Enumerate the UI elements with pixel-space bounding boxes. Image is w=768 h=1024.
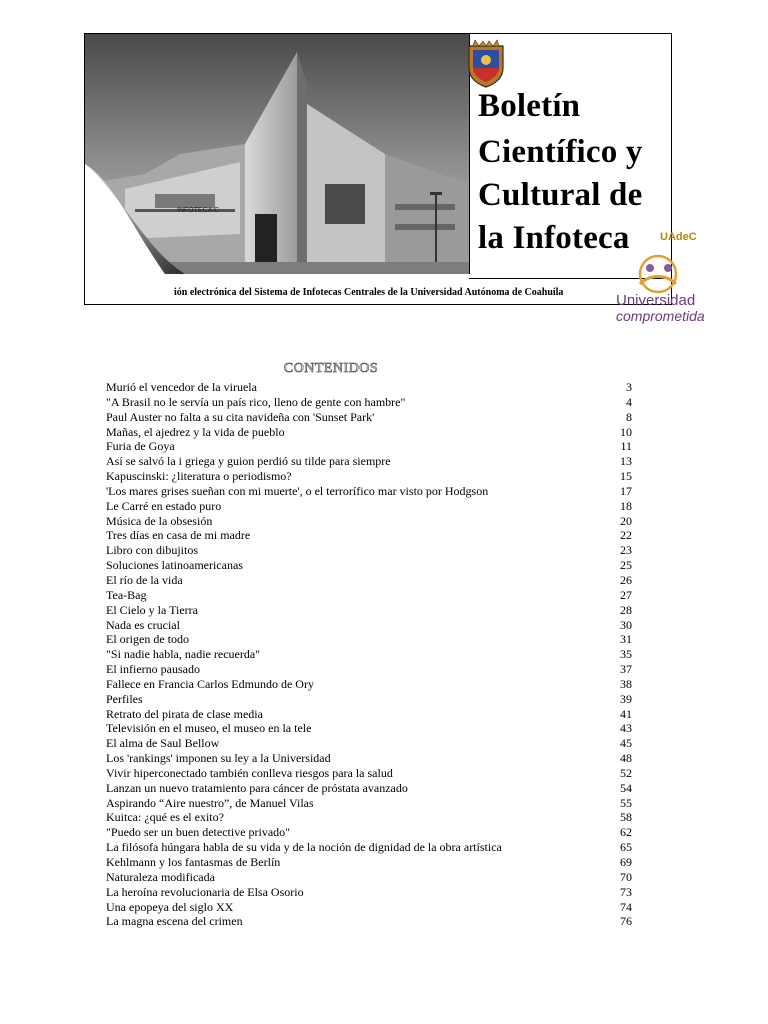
toc-entry-title: 'Los mares grises sueñan con mi muerte', o el terrorífico mar visto por Hodgson <box>106 483 489 498</box>
toc-entry-page: 30 <box>620 617 632 632</box>
building-sign: INFOTECA C <box>177 207 220 214</box>
toc-entry-title: Kapuscinski: ¿literatura o periodismo? <box>106 469 292 484</box>
toc-entry-title: Vivir hiperconectado también conlleva riesgos para la salud <box>106 765 393 780</box>
toc-entry-title: La heroína revolucionaria de Elsa Osorio <box>106 884 304 899</box>
toc-entry <box>106 543 632 558</box>
toc-entry-title: Paul Auster no falta a su cita navideña con 'Sunset Park' <box>106 409 375 424</box>
title-line-3: Cultural de <box>478 177 643 213</box>
toc-entry-page: 74 <box>620 899 632 914</box>
toc-entry <box>106 677 632 692</box>
toc-entry <box>106 707 632 722</box>
toc-entry-page: 31 <box>620 632 632 647</box>
contents-heading: CONTENIDOS <box>283 361 379 376</box>
toc-entry <box>106 439 632 454</box>
toc-entry <box>106 751 632 766</box>
toc-entry-title: El río de la vida <box>106 572 183 587</box>
toc-entry-page: 45 <box>620 736 632 751</box>
toc-entry <box>106 425 632 440</box>
toc-entry-page: 76 <box>620 914 632 929</box>
toc-entry-page: 23 <box>620 543 632 558</box>
toc-entry-page: 27 <box>620 587 632 602</box>
toc-entry <box>106 796 632 811</box>
toc-entry <box>106 692 632 707</box>
toc-entry-title: Fallece en Francia Carlos Edmundo de Ory <box>106 676 314 691</box>
logo-top-text: UAdeC <box>660 231 697 243</box>
toc-entry-page: 54 <box>620 780 632 795</box>
toc-entry-page: 41 <box>620 706 632 721</box>
toc-entry-page: 37 <box>620 662 632 677</box>
toc-entry <box>106 499 632 514</box>
toc-entry <box>106 900 632 915</box>
toc-entry-title: El alma de Saul Bellow <box>106 736 220 751</box>
logo-text-universidad: Universidad <box>616 292 696 309</box>
toc-entry-page: 55 <box>620 795 632 810</box>
toc-entry-title: Televisión en el museo, el museo en la tele <box>106 721 312 736</box>
toc-entry-title: "Puedo ser un buen detective privado" <box>106 825 291 840</box>
toc-entry-title: Una epopeya del siglo XX <box>106 899 234 914</box>
toc-entry-title: Lanzan un nuevo tratamiento para cáncer de próstata avanzado <box>106 780 408 795</box>
title-line-2: Científico y <box>478 134 643 170</box>
toc-entry <box>106 736 632 751</box>
toc-entry <box>106 825 632 840</box>
toc-entry <box>106 855 632 870</box>
toc-entry-title: Nada es crucial <box>106 617 180 632</box>
toc-entry-page: 73 <box>620 884 632 899</box>
toc-entry-title: Le Carré en estado puro <box>106 498 222 513</box>
toc-entry-title: El infierno pausado <box>106 662 200 677</box>
toc-entry-title: La filósofa húngara habla de su vida y de la noción de dignidad de la obra artística <box>106 840 502 855</box>
toc-entry-page: 18 <box>620 498 632 513</box>
toc-entry <box>106 410 632 425</box>
toc-entry-page: 39 <box>620 691 632 706</box>
toc-entry-title: Libro con dibujitos <box>106 543 198 558</box>
toc-entry-title: La magna escena del crimen <box>106 914 243 929</box>
toc-entry <box>106 870 632 885</box>
logo-text-comprometida: comprometida <box>616 308 705 324</box>
toc-entry-page: 15 <box>620 469 632 484</box>
toc-entry-title: El Cielo y la Tierra <box>106 602 198 617</box>
toc-entry-page: 69 <box>620 855 632 869</box>
toc-entry <box>106 840 632 855</box>
toc-entry-page: 11 <box>620 439 632 454</box>
toc-entry-page: 65 <box>620 840 632 855</box>
toc-entry-page: 13 <box>620 454 632 469</box>
toc-entry-page: 22 <box>620 528 632 543</box>
toc-entry-page: 35 <box>620 647 632 662</box>
toc-entry-title: Retrato del pirata de clase media <box>106 706 263 721</box>
toc-entry-page: 62 <box>620 825 632 840</box>
toc-entry <box>106 914 632 929</box>
toc-entry-title: Furia de Goya <box>106 439 175 454</box>
toc-entry-page: 17 <box>620 483 632 498</box>
toc-entry-title: Aspirando “Aire nuestro”, de Manuel Vilas <box>106 795 314 810</box>
toc-entry <box>106 647 632 662</box>
toc-entry <box>106 528 632 543</box>
toc-entry <box>106 781 632 796</box>
toc-entry-page: 20 <box>620 513 632 528</box>
toc-entry-title: Naturaleza modificada <box>106 869 215 884</box>
toc-entry <box>106 395 632 410</box>
toc-entry <box>106 885 632 900</box>
toc-entry <box>106 662 632 677</box>
toc-entry-title: Mañas, el ajedrez y la vida de pueblo <box>106 424 285 439</box>
toc-entry <box>106 573 632 588</box>
toc-entry <box>106 558 632 573</box>
toc-entry <box>106 810 632 825</box>
toc-entry-page: 58 <box>620 810 632 825</box>
toc-entry-page: 70 <box>620 869 632 884</box>
toc-entry-title: Murió el vencedor de la viruela <box>106 380 257 394</box>
toc-entry <box>106 632 632 647</box>
toc-entry-title: "A Brasil no le servía un país rico, lleno de gente con hambre" <box>106 394 406 409</box>
toc-entry-page: 8 <box>626 409 632 424</box>
toc-entry <box>106 721 632 736</box>
masthead-subtitle: ión electrónica del Sistema de Infotecas Centrales de la Universidad Autónoma de Coahuila <box>174 287 564 298</box>
toc-entry <box>106 514 632 529</box>
toc-entry <box>106 484 632 499</box>
building-photo <box>85 34 470 274</box>
toc-entry <box>106 603 632 618</box>
toc-entry-title: Soluciones latinoamericanas <box>106 558 243 573</box>
toc-entry-page: 28 <box>620 602 632 617</box>
toc-entry <box>106 454 632 469</box>
toc-entry-title: Así se salvó la i griega y guion perdió su tilde para siempre <box>106 454 391 469</box>
toc-entry-page: 4 <box>626 394 632 409</box>
toc-entry <box>106 766 632 781</box>
title-line-1: Boletín <box>478 88 581 124</box>
toc-entry-title: Tres días en casa de mi madre <box>106 528 251 543</box>
toc-entry-title: Tea-Bag <box>106 587 147 602</box>
toc-entry-title: Kehlmann y los fantasmas de Berlín <box>106 855 281 869</box>
toc-entry-title: Perfiles <box>106 691 143 706</box>
table-of-contents <box>106 380 632 929</box>
toc-entry-page: 10 <box>620 424 632 439</box>
universidad-comprometida-logo <box>610 226 740 330</box>
toc-entry-page: 3 <box>626 380 632 394</box>
toc-entry-title: Música de la obsesión <box>106 513 213 528</box>
title-line-4: la Infoteca <box>478 220 630 256</box>
toc-entry-page: 25 <box>620 558 632 573</box>
toc-entry-page: 52 <box>620 765 632 780</box>
toc-entry-title: "Si nadie habla, nadie recuerda" <box>106 647 261 662</box>
toc-entry <box>106 618 632 633</box>
toc-entry <box>106 380 632 395</box>
toc-entry-title: El origen de todo <box>106 632 189 647</box>
toc-entry-title: Kuitca: ¿qué es el exito? <box>106 810 224 825</box>
toc-entry-page: 38 <box>620 676 632 691</box>
toc-entry-page: 43 <box>620 721 632 736</box>
toc-entry <box>106 469 632 484</box>
toc-entry-page: 26 <box>620 572 632 587</box>
toc-entry <box>106 588 632 603</box>
toc-entry-title: Los 'rankings' imponen su ley a la Universidad <box>106 751 331 766</box>
university-crest-icon <box>465 38 507 88</box>
toc-entry-page: 48 <box>620 751 632 766</box>
